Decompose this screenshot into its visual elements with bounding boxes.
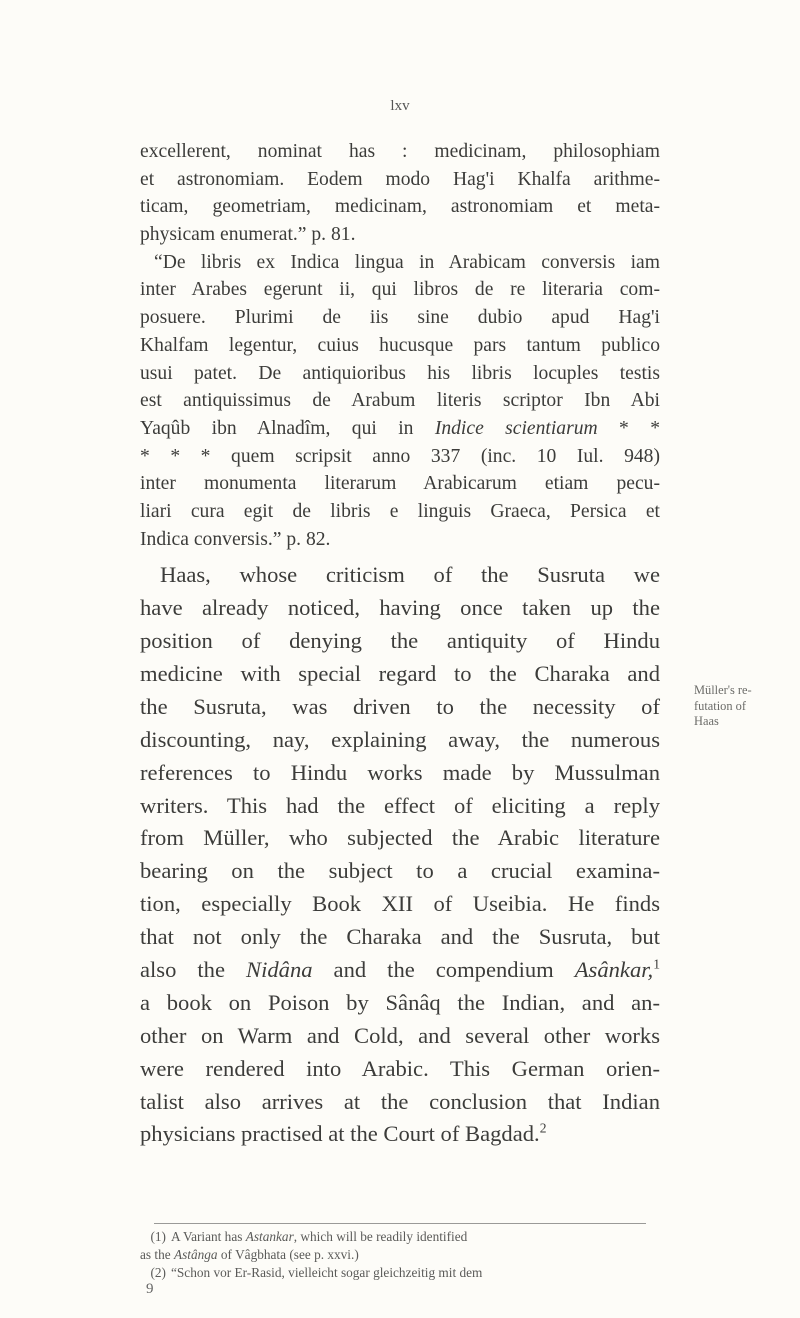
quote-line: Indica conversis.” p. 82. bbox=[140, 528, 331, 550]
quote-line: inter Arabes egerunt ii, qui libros de re literaria com- bbox=[140, 279, 660, 301]
body-line: have already noticed, having once taken up the bbox=[140, 595, 660, 621]
quote-line: physicam enumerat.” p. 81. bbox=[140, 224, 356, 246]
body-line: other on Warm and Cold, and several other works bbox=[140, 1022, 660, 1048]
footnote-divider bbox=[154, 1223, 646, 1224]
footnote-2: (2) “Schon vor Er-Rasid, vielleicht sogar gleichzeitig mit dem bbox=[150, 1265, 483, 1280]
body-line: writers. This had the effect of eliciting a reply bbox=[140, 792, 660, 818]
body-line: bearing on the subject to a crucial examina- bbox=[140, 858, 660, 884]
signature-mark: 9 bbox=[146, 1281, 154, 1297]
body-line: tion, especially Book XII of Useibia. He finds bbox=[140, 891, 660, 917]
body-line: the Susruta, was driven to the necessity of bbox=[140, 693, 660, 719]
body-line: Haas, whose criticism of the Susruta we bbox=[160, 562, 660, 588]
quote-line: et astronomiam. Eodem modo Hag'i Khalfa arithme- bbox=[140, 168, 660, 190]
body-line: talist also arrives at the conclusion that Indian bbox=[140, 1088, 660, 1114]
quote-line: “De libris ex Indica lingua in Arabicam conversis iam bbox=[154, 251, 660, 273]
quote-line: usui patet. De antiquioribus his libris locuples testis bbox=[140, 362, 660, 384]
quote-line: inter monumenta literarum Arabicarum etiam pecu- bbox=[140, 473, 660, 495]
footnote-1: (1) A Variant has Astankar, which will be readily identified bbox=[150, 1229, 468, 1244]
body-line-with-italics: also the Nidâna and the compendium Asânkar,$^1$ bbox=[140, 956, 660, 982]
quote-line: ticam, geometriam, medicinam, astronomiam et meta- bbox=[140, 196, 660, 218]
italic-title: Asânkar, bbox=[574, 957, 654, 982]
italic-title: Indice scientiarum bbox=[434, 417, 598, 439]
body-line: a book on Poison by Sânâq the Indian, and an- bbox=[140, 989, 660, 1015]
quote-line: * * * quem scripsit anno 337 (inc. 10 Iul. 948) bbox=[140, 445, 660, 467]
body-line: that not only the Charaka and the Susruta, but bbox=[140, 924, 660, 950]
footnote-ref: 2 bbox=[539, 1120, 547, 1136]
quote-line: Khalfam legentur, cuius hucusque pars tantum publico bbox=[140, 334, 660, 356]
footnote-1-continued: as the Astânga of Vâgbhata (see p. xxvi.) bbox=[140, 1247, 359, 1262]
italic-title: Nidâna bbox=[246, 957, 313, 982]
main-text bbox=[140, 138, 660, 1151]
margin-note: Müller's re- futation of Haas bbox=[694, 683, 752, 728]
body-line: position of denying the antiquity of Hindu bbox=[140, 628, 660, 654]
body-line: physicians practised at the Court of Bagdad.$^2$ bbox=[140, 1120, 547, 1147]
body-line: references to Hindu works made by Mussulman bbox=[140, 759, 660, 785]
footnote-ref: 1 bbox=[653, 956, 660, 972]
quote-line: excellerent, nominat has : medicinam, philosophiam bbox=[140, 141, 660, 162]
body-line: were rendered into Arabic. This German orien- bbox=[140, 1055, 660, 1081]
quote-line-with-italic: Yaqûb ibn Alnadîm, qui in Indice scientiarum * * bbox=[140, 417, 660, 439]
quote-line: posuere. Plurimi de iis sine dubio apud Hag'i bbox=[140, 307, 660, 329]
body-line: discounting, nay, explaining away, the numerous bbox=[140, 726, 660, 752]
body-line: from Müller, who subjected the Arabic literature bbox=[140, 825, 660, 851]
quote-line: liari cura egit de libris e linguis Graeca, Persica et bbox=[140, 500, 660, 522]
quote-line: est antiquissimus de Arabum literis scriptor Ibn Abi bbox=[140, 390, 660, 412]
page-number: lxv bbox=[390, 98, 410, 114]
body-line: medicine with special regard to the Charaka and bbox=[140, 660, 660, 686]
